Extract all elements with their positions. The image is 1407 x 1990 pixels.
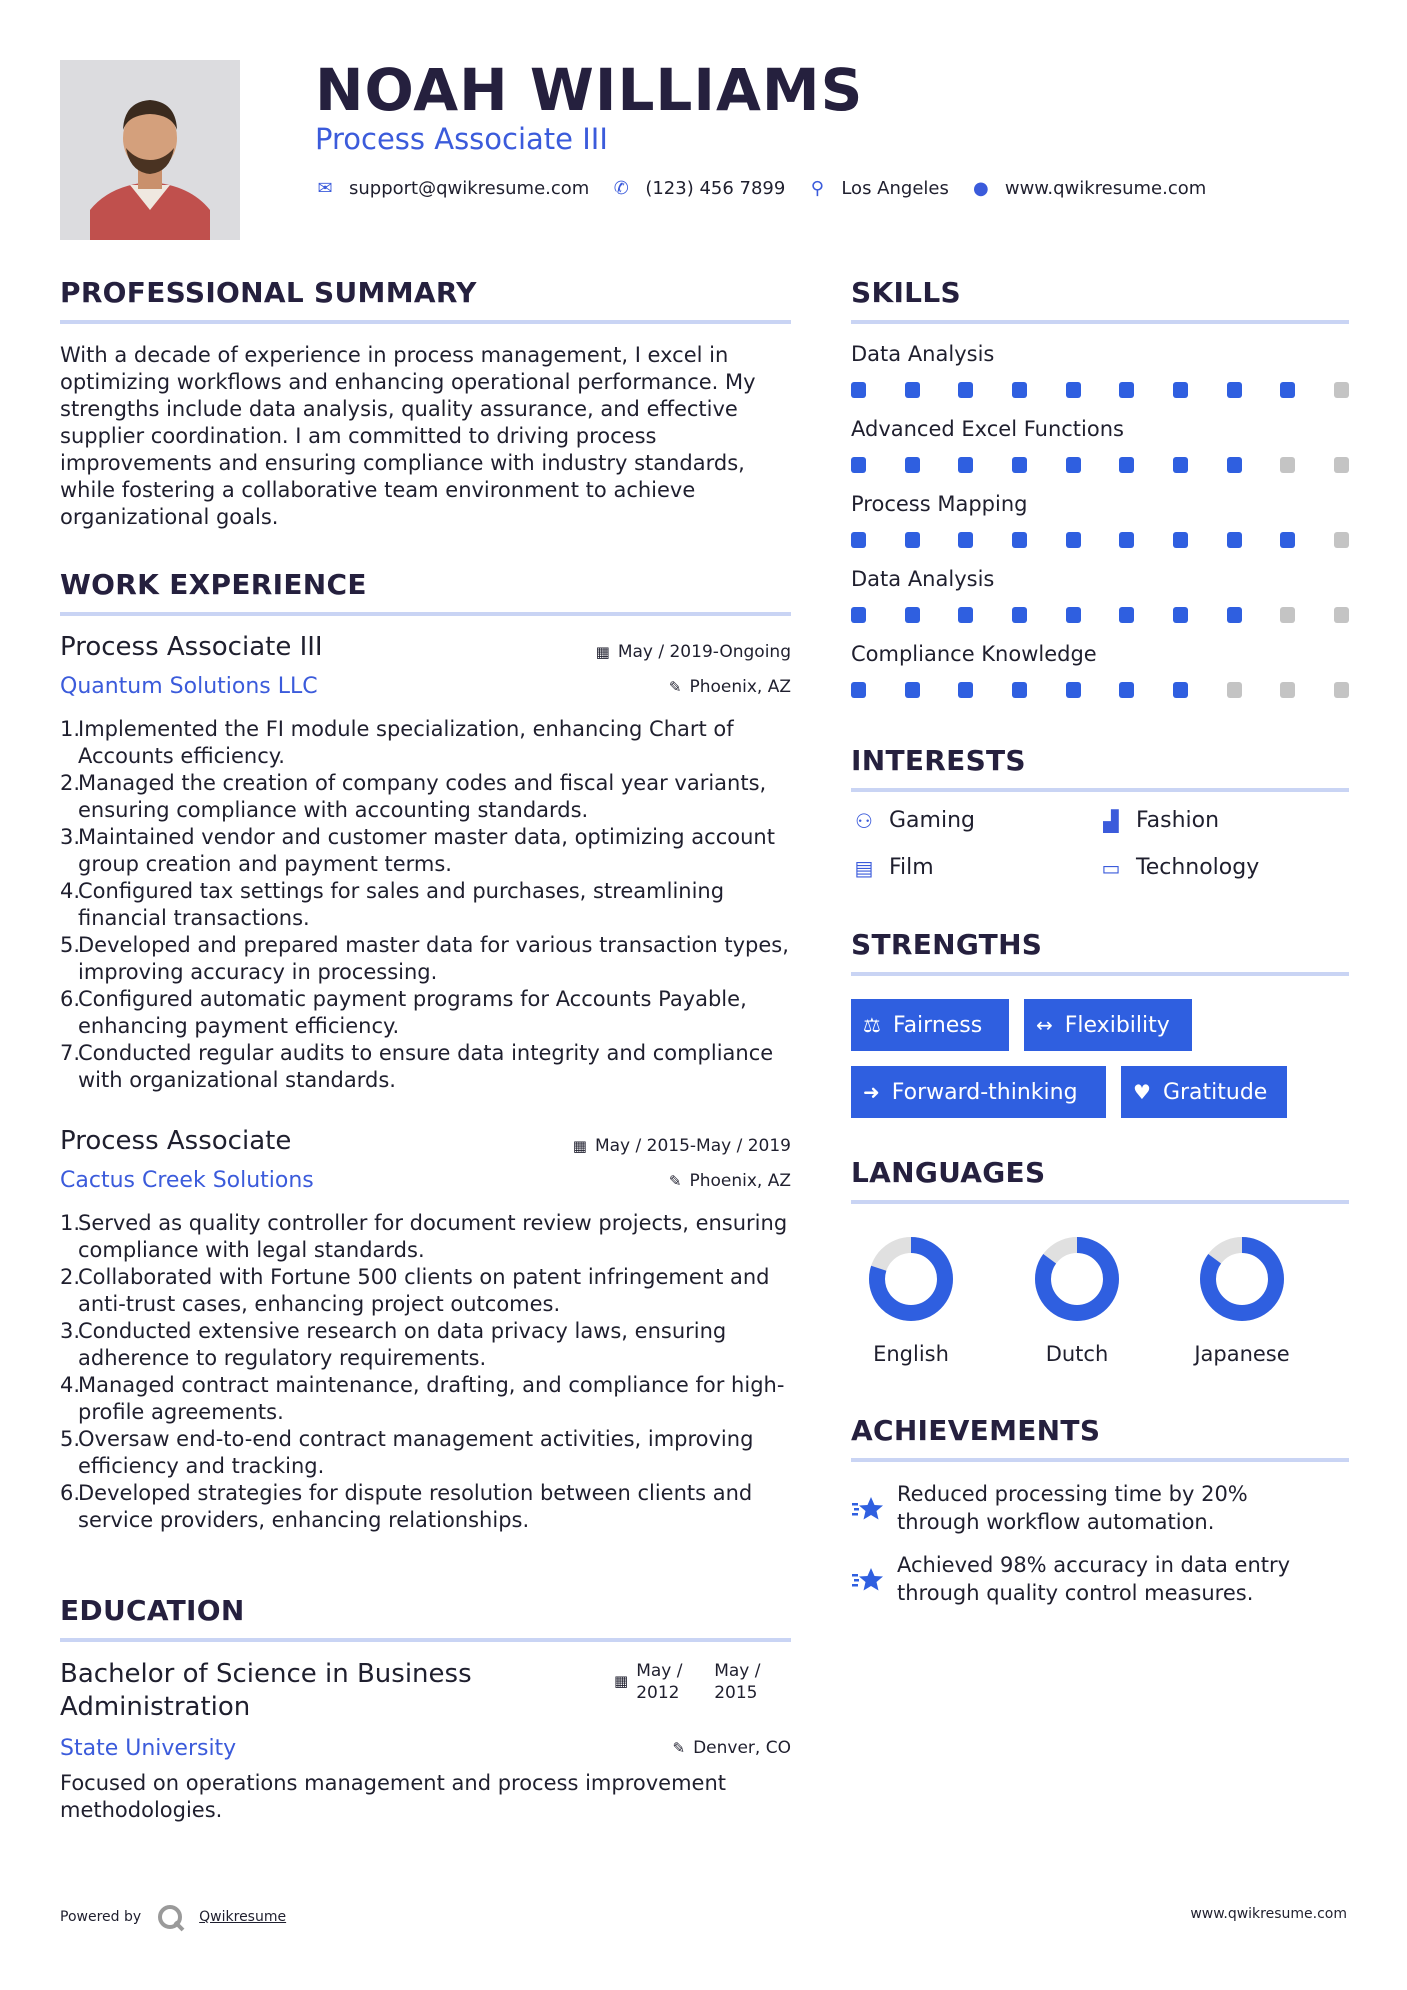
- skill-rating: [851, 382, 1349, 398]
- list-item: 3. Conducted extensive research on data privacy laws, ensuring adherence to regulatory requirements.: [60, 1319, 727, 1370]
- pin-icon: ✎: [668, 1172, 682, 1190]
- skill-dot-filled: [1012, 682, 1027, 698]
- skill-dot-empty: [1280, 682, 1295, 698]
- skill-dot-empty: [1334, 382, 1349, 398]
- skill-dot-filled: [1173, 382, 1188, 398]
- company-name: Quantum Solutions LLC: [60, 674, 318, 699]
- balance-scale-icon: ⚖: [863, 1013, 881, 1037]
- skill-dot-filled: [958, 607, 973, 623]
- skill-dot-filled: [1173, 607, 1188, 623]
- laptop-icon: ▭: [1101, 855, 1121, 880]
- language-ring: [1034, 1236, 1120, 1322]
- skill-dot-filled: [905, 607, 920, 623]
- job-dates-text: May / 2019-Ongoing: [617, 642, 791, 662]
- list-item: 1. Served as quality controller for document review projects, ensuring compliance with legal standards.: [60, 1211, 788, 1262]
- arrow-right-icon: ➜: [863, 1080, 880, 1104]
- contact-website[interactable]: [971, 178, 1206, 199]
- job-dates: [573, 1136, 791, 1156]
- job-title: Process Associate: [60, 1126, 292, 1156]
- education-location: [673, 1738, 791, 1758]
- skill-dot-filled: [851, 607, 866, 623]
- list-item: 2. Managed the creation of company codes and fiscal year variants, ensuring compliance with accounting standards.: [60, 771, 767, 822]
- skill-dot-filled: [1012, 532, 1027, 548]
- skill-dot-empty: [1334, 532, 1349, 548]
- achievement-text: Achieved 98% accuracy in data entry through quality control measures.: [897, 1553, 1291, 1605]
- skill-dot-filled: [958, 382, 973, 398]
- list-item: 4. Managed contract maintenance, drafting, and compliance for high-profile agreements.: [60, 1373, 785, 1424]
- list-item: 4. Configured tax settings for sales and purchases, streamlining financial transactions.: [60, 879, 725, 930]
- skill-dot-filled: [1066, 382, 1081, 398]
- skill-rating: [851, 682, 1349, 698]
- skill-dot-filled: [1227, 532, 1242, 548]
- language-name: Dutch: [1045, 1342, 1109, 1366]
- skill-dot-filled: [905, 682, 920, 698]
- calendar-icon: ▦: [572, 1137, 587, 1155]
- phone-icon: ✆: [613, 178, 629, 199]
- skill-rating: [851, 532, 1349, 548]
- education-heading: EDUCATION: [60, 1594, 245, 1627]
- skill-name: Advanced Excel Functions: [851, 417, 1124, 441]
- languages-divider: [851, 1200, 1349, 1204]
- skill-dot-empty: [1334, 457, 1349, 473]
- languages-heading: LANGUAGES: [851, 1156, 1046, 1189]
- school-name: State University: [60, 1736, 237, 1761]
- skill-dot-filled: [905, 532, 920, 548]
- interest-item: ▤ Film: [851, 855, 934, 880]
- strength-chip: ♥ Gratitude: [1121, 1066, 1287, 1118]
- skill-dot-empty: [1334, 682, 1349, 698]
- skill-dot-empty: [1280, 607, 1295, 623]
- skills-heading: SKILLS: [851, 276, 961, 309]
- skill-dot-empty: [1280, 457, 1295, 473]
- job-location-text: Phoenix, AZ: [689, 677, 791, 697]
- interests-heading: INTERESTS: [851, 744, 1026, 777]
- skill-dot-filled: [1173, 682, 1188, 698]
- education-description: Focused on operations management and process improvement methodologies.: [60, 1771, 726, 1822]
- calendar-icon: ▦: [595, 643, 610, 661]
- job-bullets: [60, 1210, 800, 1534]
- job-location-text: Phoenix, AZ: [689, 1171, 791, 1191]
- interests-divider: [851, 788, 1349, 792]
- job-location: [669, 1171, 791, 1191]
- skill-dot-filled: [1066, 682, 1081, 698]
- envelope-icon: ✉: [317, 178, 333, 199]
- interest-item: ▟ Fashion: [1098, 808, 1219, 833]
- pin-icon: ✎: [672, 1739, 686, 1757]
- map-marker-icon: ⚲: [810, 178, 824, 199]
- contact-email[interactable]: [315, 178, 589, 199]
- email-text: support@qwikresume.com: [349, 178, 590, 199]
- skill-dot-filled: [1119, 682, 1134, 698]
- skill-dot-filled: [905, 382, 920, 398]
- strength-chip: ↔ Flexibility: [1024, 999, 1192, 1051]
- skill-dot-filled: [1119, 382, 1134, 398]
- skill-dot-filled: [905, 457, 920, 473]
- list-item: 5. Developed and prepared master data for various transaction types, improving accuracy in processing.: [60, 933, 789, 984]
- achievement-text: Reduced processing time by 20% through workflow automation.: [897, 1482, 1248, 1534]
- skill-dot-filled: [1227, 382, 1242, 398]
- strength-chip: ⚖ Fairness: [851, 999, 1009, 1051]
- qwikresume-link[interactable]: Qwikresume: [199, 1909, 287, 1925]
- skill-dot-filled: [1012, 457, 1027, 473]
- globe-icon: ●: [972, 178, 989, 199]
- job-location: [669, 677, 791, 697]
- strength-chip: ➜ Forward-thinking: [851, 1066, 1106, 1118]
- skill-rating: [851, 457, 1349, 473]
- skill-dot-filled: [1173, 532, 1188, 548]
- job-title: Process Associate III: [60, 632, 323, 662]
- achievement-item: [851, 1551, 1321, 1607]
- skill-dot-filled: [958, 682, 973, 698]
- strengths-divider: [851, 972, 1349, 976]
- star-icon: [851, 1551, 885, 1607]
- education-start: May / 2012: [636, 1661, 683, 1703]
- experience-divider: [60, 612, 791, 616]
- skill-dot-filled: [1119, 532, 1134, 548]
- degree-title: Bachelor of Science in Business Administration: [60, 1659, 472, 1722]
- achievements-heading: ACHIEVEMENTS: [851, 1414, 1101, 1447]
- summary-text: With a decade of experience in process management, I excel in optimizing workflows and enhancing operational performance. My strengths include data analysis, quality assurance, and effective supplier coordination. I am committed to driving process improvements and ensuring compliance with industry standards, while fostering a collaborative team environment to achieve organizational goals.: [60, 343, 756, 529]
- gamepad-icon: ⚇: [855, 808, 873, 833]
- language-name: English: [873, 1342, 949, 1366]
- arrows-horizontal-icon: ↔: [1036, 1013, 1053, 1037]
- achievements-divider: [851, 1458, 1349, 1462]
- job-dates-text: May / 2015-May / 2019: [594, 1136, 791, 1156]
- skill-dot-filled: [1012, 382, 1027, 398]
- list-item: 5. Oversaw end-to-end contract management activities, improving efficiency and tracking.: [60, 1427, 754, 1478]
- pin-icon: ✎: [668, 678, 682, 696]
- skill-dot-filled: [1280, 532, 1295, 548]
- contact-phone[interactable]: [611, 178, 785, 199]
- contact-location: [807, 178, 949, 199]
- achievement-item: [851, 1480, 1321, 1536]
- calendar-icon: ▦: [614, 1672, 629, 1690]
- education-location-text: Denver, CO: [693, 1738, 791, 1758]
- skill-name: Compliance Knowledge: [851, 642, 1097, 666]
- skill-dot-filled: [1066, 607, 1081, 623]
- footer-powered-by: [60, 1902, 286, 1932]
- education-dates: [614, 1660, 776, 1704]
- experience-heading: WORK EXPERIENCE: [60, 568, 367, 601]
- skill-dot-filled: [1119, 457, 1134, 473]
- skill-dot-filled: [1012, 607, 1027, 623]
- strengths-heading: STRENGTHS: [851, 928, 1043, 961]
- skill-name: Data Analysis: [851, 567, 995, 591]
- list-item: 6. Configured automatic payment programs for Accounts Payable, enhancing payment efficiency.: [60, 987, 747, 1038]
- skill-dot-filled: [958, 457, 973, 473]
- list-item: 3. Maintained vendor and customer master data, optimizing account group creation and payment terms.: [60, 825, 775, 876]
- phone-text: (123) 456 7899: [645, 178, 786, 199]
- powered-by-label: Powered by: [60, 1909, 142, 1925]
- skill-name: Data Analysis: [851, 342, 995, 366]
- list-item: 1. Implemented the FI module specialization, enhancing Chart of Accounts efficiency.: [60, 717, 734, 768]
- skill-dot-filled: [851, 682, 866, 698]
- skill-rating: [851, 607, 1349, 623]
- skill-dot-filled: [1227, 457, 1242, 473]
- skill-dot-filled: [851, 457, 866, 473]
- qwikresume-logo-icon: [155, 1902, 189, 1932]
- job-bullets: [60, 716, 800, 1094]
- star-icon: [851, 1480, 885, 1536]
- profile-photo: [60, 60, 240, 240]
- footer-url[interactable]: www.qwikresume.com: [1190, 1906, 1347, 1922]
- contact-bar: [315, 178, 1228, 199]
- website-text: www.qwikresume.com: [1004, 178, 1207, 199]
- skill-dot-filled: [1066, 532, 1081, 548]
- education-divider: [60, 1638, 791, 1642]
- skill-dot-filled: [851, 532, 866, 548]
- interest-item: ▭ Technology: [1098, 855, 1259, 880]
- summary-heading: PROFESSIONAL SUMMARY: [60, 276, 477, 309]
- summary-divider: [60, 320, 791, 324]
- list-item: 7. Conducted regular audits to ensure data integrity and compliance with organizational standards.: [60, 1041, 774, 1092]
- skill-dot-filled: [1066, 457, 1081, 473]
- language-ring: [1199, 1236, 1285, 1322]
- shopping-bag-icon: ▟: [1103, 808, 1119, 833]
- skill-dot-filled: [1227, 607, 1242, 623]
- interest-item: ⚇ Gaming: [851, 808, 975, 833]
- film-icon: ▤: [854, 855, 874, 880]
- skill-name: Process Mapping: [851, 492, 1028, 516]
- skill-dot-filled: [958, 532, 973, 548]
- list-item: 6. Developed strategies for dispute resolution between clients and service providers, enhancing relationships.: [60, 1481, 753, 1532]
- skills-divider: [851, 320, 1349, 324]
- location-text: Los Angeles: [841, 178, 949, 199]
- candidate-name: NOAH WILLIAMS: [315, 56, 864, 124]
- language-name: Japanese: [1194, 1342, 1290, 1366]
- skill-dot-filled: [851, 382, 866, 398]
- skill-dot-empty: [1334, 607, 1349, 623]
- job-dates: [596, 642, 791, 662]
- skill-dot-filled: [1119, 607, 1134, 623]
- company-name: Cactus Creek Solutions: [60, 1168, 314, 1193]
- candidate-title: Process Associate III: [315, 122, 608, 156]
- skill-dot-empty: [1227, 682, 1242, 698]
- list-item: 2. Collaborated with Fortune 500 clients on patent infringement and anti-trust cases, enhancing project outcomes.: [60, 1265, 770, 1316]
- education-end: May / 2015: [714, 1661, 761, 1703]
- language-ring: [868, 1236, 954, 1322]
- skill-dot-filled: [1173, 457, 1188, 473]
- heart-icon: ♥: [1133, 1080, 1151, 1104]
- skill-dot-filled: [1280, 382, 1295, 398]
